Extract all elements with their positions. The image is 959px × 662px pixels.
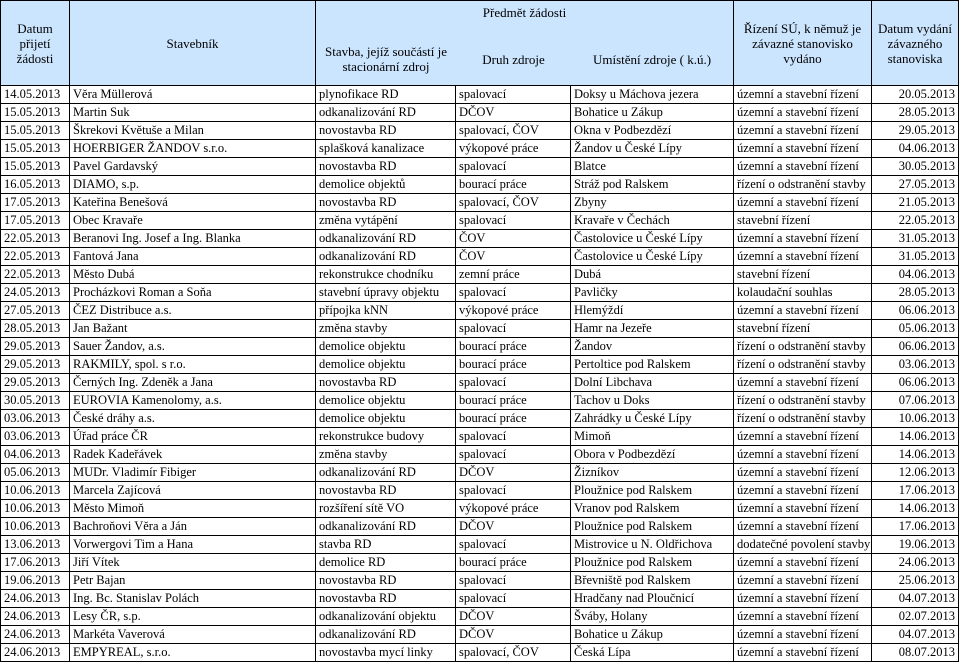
cell-building: novostavba RD [316,374,456,392]
cell-date-received: 29.05.2013 [1,338,70,356]
cell-date-issued: 06.06.2013 [872,374,959,392]
cell-date-issued: 22.05.2013 [872,212,959,230]
table-row [1,320,959,338]
cell-building: demolice objektu [316,410,456,428]
cell-building: novostavba RD [316,158,456,176]
cell-date-issued: 21.05.2013 [872,194,959,212]
cell-date-received: 22.05.2013 [1,248,70,266]
table-row [1,122,959,140]
cell-location: Bohatice u Zákup [571,104,734,122]
cell-date-received: 19.06.2013 [1,572,70,590]
cell-location: Česká Lípa [571,644,734,662]
cell-proceeding: řízení o odstranění stavby [734,176,872,194]
cell-building: změna stavby [316,446,456,464]
cell-date-received: 13.06.2013 [1,536,70,554]
cell-building: odkanalizování RD [316,518,456,536]
cell-applicant: HOERBIGER ŽANDOV s.r.o. [70,140,316,158]
cell-source-type: spalovací [456,482,571,500]
cell-applicant: Markéta Vaverová [70,626,316,644]
table-row [1,302,959,320]
table-row [1,158,959,176]
cell-date-issued: 08.07.2013 [872,644,959,662]
cell-proceeding: stavební řízení [734,266,872,284]
cell-source-type: DČOV [456,626,571,644]
table-row [1,356,959,374]
cell-source-type: spalovací [456,374,571,392]
cell-proceeding: územní a stavební řízení [734,230,872,248]
table-row [1,482,959,500]
cell-proceeding: územní a stavební řízení [734,644,872,662]
cell-applicant: Lesy ČR, s.p. [70,608,316,626]
cell-source-type: spalovací [456,320,571,338]
cell-source-type: spalovací [456,212,571,230]
cell-building: odkanalizování RD [316,104,456,122]
cell-location: Okna v Podbezdězí [571,122,734,140]
cell-proceeding: stavební řízení [734,212,872,230]
cell-location: Zbyny [571,194,734,212]
cell-location: Častolovice u České Lípy [571,248,734,266]
cell-date-issued: 12.06.2013 [872,464,959,482]
cell-date-issued: 28.05.2013 [872,284,959,302]
cell-location: Ploužnice pod Ralskem [571,518,734,536]
cell-proceeding: územní a stavební řízení [734,248,872,266]
table-header-row [1,1,959,86]
cell-source-type: DČOV [456,104,571,122]
cell-date-received: 10.06.2013 [1,482,70,500]
cell-source-type: výkopové práce [456,140,571,158]
cell-applicant: České dráhy a.s. [70,410,316,428]
cell-proceeding: územní a stavební řízení [734,374,872,392]
cell-applicant: Sauer Žandov, a.s. [70,338,316,356]
cell-location: Bohatice u Zákup [571,626,734,644]
cell-applicant: ČEZ Distribuce a.s. [70,302,316,320]
cell-applicant: MUDr. Vladimír Fibiger [70,464,316,482]
cell-date-issued: 27.05.2013 [872,176,959,194]
cell-proceeding: územní a stavební řízení [734,104,872,122]
cell-date-received: 28.05.2013 [1,320,70,338]
cell-building: rekonstrukce budovy [316,428,456,446]
table-row [1,572,959,590]
table-row [1,140,959,158]
cell-building: demolice objektů [316,176,456,194]
cell-location: Častolovice u České Lípy [571,230,734,248]
cell-location: Žizníkov [571,464,734,482]
table-row [1,518,959,536]
cell-building: novostavba RD [316,194,456,212]
cell-proceeding: územní a stavební řízení [734,140,872,158]
cell-source-type: DČOV [456,608,571,626]
cell-source-type: spalovací, ČOV [456,194,571,212]
cell-building: novostavba RD [316,122,456,140]
cell-date-issued: 28.05.2013 [872,104,959,122]
cell-date-issued: 31.05.2013 [872,230,959,248]
header-applicant: Stavebník [70,1,316,86]
cell-source-type: spalovací [456,446,571,464]
cell-building: přípojka kNN [316,302,456,320]
cell-source-type: ČOV [456,248,571,266]
cell-applicant: Petr Bajan [70,572,316,590]
table-row [1,464,959,482]
cell-source-type: spalovací [456,536,571,554]
cell-location: Žandov [571,338,734,356]
cell-building: odkanalizování RD [316,230,456,248]
table-row [1,644,959,662]
cell-location: Dolní Libchava [571,374,734,392]
cell-date-issued: 10.06.2013 [872,410,959,428]
table-row [1,230,959,248]
cell-date-received: 15.05.2013 [1,158,70,176]
cell-date-received: 24.06.2013 [1,644,70,662]
cell-location: Ploužnice pod Ralskem [571,482,734,500]
cell-building: plynofikace RD [316,86,456,104]
cell-date-received: 27.05.2013 [1,302,70,320]
header-location: Umístění zdroje ( k.ú.) [592,51,712,67]
cell-date-received: 15.05.2013 [1,122,70,140]
cell-applicant: Věra Müllerová [70,86,316,104]
header-subject-group [316,1,734,86]
cell-proceeding: územní a stavební řízení [734,572,872,590]
cell-applicant: Martin Suk [70,104,316,122]
cell-date-issued: 14.06.2013 [872,446,959,464]
cell-location: Vranov pod Ralskem [571,500,734,518]
table-row [1,284,959,302]
cell-source-type: bourací práce [456,392,571,410]
cell-proceeding: územní a stavební řízení [734,122,872,140]
cell-date-received: 17.05.2013 [1,194,70,212]
cell-building: odkanalizování objektu [316,608,456,626]
table-row [1,446,959,464]
cell-source-type: bourací práce [456,356,571,374]
cell-source-type: spalovací [456,86,571,104]
cell-location: Doksy u Máchova jezera [571,86,734,104]
header-subject: Předmět žádosti [482,5,567,20]
cell-applicant: EUROVIA Kamenolomy, a.s. [70,392,316,410]
cell-location: Dubá [571,266,734,284]
cell-building: demolice objektu [316,392,456,410]
cell-date-issued: 04.06.2013 [872,266,959,284]
cell-building: stavba RD [316,536,456,554]
cell-date-issued: 14.06.2013 [872,428,959,446]
cell-proceeding: kolaudační souhlas [734,284,872,302]
cell-date-issued: 02.07.2013 [872,608,959,626]
cell-location: Žandov u České Lípy [571,140,734,158]
cell-building: změna stavby [316,320,456,338]
cell-date-received: 10.06.2013 [1,518,70,536]
cell-applicant: Kateřina Benešová [70,194,316,212]
cell-location: Břevniště pod Ralskem [571,572,734,590]
cell-date-received: 24.05.2013 [1,284,70,302]
cell-proceeding: řízení o odstranění stavby [734,338,872,356]
cell-date-received: 14.05.2013 [1,86,70,104]
cell-date-issued: 06.06.2013 [872,302,959,320]
table-row [1,626,959,644]
cell-date-received: 04.06.2013 [1,446,70,464]
table-body [1,86,959,662]
cell-proceeding: územní a stavební řízení [734,428,872,446]
cell-location: Blatce [571,158,734,176]
cell-date-received: 05.06.2013 [1,464,70,482]
table-row [1,248,959,266]
cell-date-issued: 31.05.2013 [872,248,959,266]
cell-date-issued: 04.07.2013 [872,590,959,608]
table-row [1,428,959,446]
cell-building: odkanalizování RD [316,464,456,482]
cell-proceeding: řízení o odstranění stavby [734,392,872,410]
cell-proceeding: územní a stavební řízení [734,608,872,626]
cell-date-issued: 06.06.2013 [872,338,959,356]
cell-building: stavební úpravy objektu [316,284,456,302]
cell-date-issued: 05.06.2013 [872,320,959,338]
cell-applicant: Úřad práce ČR [70,428,316,446]
cell-applicant: Obec Kravaře [70,212,316,230]
cell-source-type: bourací práce [456,176,571,194]
header-date-issued: Datum vydání závazného stanoviska [872,1,959,86]
cell-source-type: spalovací [456,572,571,590]
cell-building: odkanalizování RD [316,626,456,644]
cell-location: Zahrádky u České Lípy [571,410,734,428]
table-row [1,374,959,392]
cell-source-type: spalovací, ČOV [456,644,571,662]
cell-location: Hradčany nad Ploučnicí [571,590,734,608]
cell-proceeding: územní a stavební řízení [734,446,872,464]
cell-proceeding: územní a stavební řízení [734,158,872,176]
cell-building: novostavba RD [316,482,456,500]
cell-date-received: 03.06.2013 [1,428,70,446]
cell-applicant: Beranovi Ing. Josef a Ing. Blanka [70,230,316,248]
cell-date-issued: 30.05.2013 [872,158,959,176]
cell-proceeding: stavební řízení [734,320,872,338]
cell-date-received: 15.05.2013 [1,104,70,122]
header-date-received: Datum přijetí žádosti [1,1,70,86]
cell-applicant: Radek Kadeřávek [70,446,316,464]
cell-date-issued: 07.06.2013 [872,392,959,410]
cell-date-received: 22.05.2013 [1,230,70,248]
table-row [1,608,959,626]
cell-proceeding: územní a stavební řízení [734,518,872,536]
cell-building: demolice objektu [316,338,456,356]
cell-date-issued: 04.06.2013 [872,140,959,158]
cell-proceeding: územní a stavební řízení [734,464,872,482]
cell-date-received: 15.05.2013 [1,140,70,158]
table-row [1,338,959,356]
cell-applicant: Město Dubá [70,266,316,284]
cell-location: Obora v Podbezdězí [571,446,734,464]
cell-date-received: 17.05.2013 [1,212,70,230]
header-building: Stavba, jejíž součástí je stacionární zdroj [324,44,448,74]
cell-proceeding: územní a stavební řízení [734,194,872,212]
cell-proceeding: dodatečné povolení stavby [734,536,872,554]
cell-applicant: Fantová Jana [70,248,316,266]
table-row [1,554,959,572]
cell-location: Pavličky [571,284,734,302]
cell-date-received: 24.06.2013 [1,608,70,626]
table-row [1,176,959,194]
cell-date-received: 29.05.2013 [1,374,70,392]
cell-proceeding: územní a stavební řízení [734,482,872,500]
cell-date-issued: 20.05.2013 [872,86,959,104]
cell-source-type: DČOV [456,464,571,482]
cell-location: Kravaře v Čechách [571,212,734,230]
cell-building: odkanalizování RD [316,248,456,266]
cell-date-issued: 17.06.2013 [872,482,959,500]
cell-proceeding: územní a stavební řízení [734,626,872,644]
cell-date-issued: 17.06.2013 [872,518,959,536]
cell-source-type: DČOV [456,518,571,536]
cell-location: Šváby, Holany [571,608,734,626]
cell-location: Pertoltice pod Ralskem [571,356,734,374]
cell-proceeding: řízení o odstranění stavby [734,356,872,374]
cell-source-type: výkopové práce [456,500,571,518]
cell-applicant: Procházkovi Roman a Soňa [70,284,316,302]
cell-location: Ploužnice pod Ralskem [571,554,734,572]
cell-date-received: 30.05.2013 [1,392,70,410]
cell-applicant: Bachroňovi Věra a Ján [70,518,316,536]
cell-date-issued: 14.06.2013 [872,500,959,518]
cell-date-issued: 24.06.2013 [872,554,959,572]
cell-source-type: spalovací [456,158,571,176]
cell-date-issued: 04.07.2013 [872,626,959,644]
table-row [1,410,959,428]
header-source-type: Druh zdroje [482,51,545,67]
cell-date-received: 29.05.2013 [1,356,70,374]
cell-applicant: Škrekovi Květuše a Milan [70,122,316,140]
cell-building: splašková kanalizace [316,140,456,158]
cell-applicant: Ing. Bc. Stanislav Polách [70,590,316,608]
table-row [1,86,959,104]
cell-applicant: DIAMO, s.p. [70,176,316,194]
cell-proceeding: územní a stavební řízení [734,86,872,104]
cell-applicant: EMPYREAL, s.r.o. [70,644,316,662]
cell-source-type: spalovací [456,428,571,446]
cell-date-issued: 25.06.2013 [872,572,959,590]
table-row [1,194,959,212]
cell-source-type: ČOV [456,230,571,248]
cell-applicant: Jan Bažant [70,320,316,338]
cell-proceeding: územní a stavební řízení [734,302,872,320]
table-row [1,536,959,554]
cell-date-received: 24.06.2013 [1,626,70,644]
cell-building: novostavba RD [316,572,456,590]
cell-applicant: Černých Ing. Zdeněk a Jana [70,374,316,392]
cell-building: demolice objektu [316,356,456,374]
table-row [1,212,959,230]
cell-source-type: spalovací [456,590,571,608]
cell-source-type: zemní práce [456,266,571,284]
table-row [1,392,959,410]
cell-location: Mistrovice u N. Oldřichova [571,536,734,554]
cell-source-type: bourací práce [456,410,571,428]
cell-source-type: spalovací, ČOV [456,122,571,140]
cell-applicant: Město Mimoň [70,500,316,518]
cell-location: Stráž pod Ralskem [571,176,734,194]
cell-date-received: 17.06.2013 [1,554,70,572]
cell-date-received: 22.05.2013 [1,266,70,284]
cell-date-received: 03.06.2013 [1,410,70,428]
cell-date-issued: 19.06.2013 [872,536,959,554]
cell-source-type: bourací práce [456,554,571,572]
cell-building: rozšíření sítě VO [316,500,456,518]
cell-building: novostavba RD [316,590,456,608]
cell-proceeding: územní a stavební řízení [734,554,872,572]
table-row [1,104,959,122]
header-proceeding: Řízení SÚ, k němuž je závazné stanovisko vydáno [734,1,872,86]
cell-applicant: Pavel Gardavský [70,158,316,176]
cell-building: rekonstrukce chodníku [316,266,456,284]
cell-applicant: Jiří Vítek [70,554,316,572]
cell-date-received: 10.06.2013 [1,500,70,518]
table-row [1,500,959,518]
cell-source-type: spalovací [456,284,571,302]
cell-source-type: výkopové práce [456,302,571,320]
cell-date-received: 16.05.2013 [1,176,70,194]
table-row [1,590,959,608]
cell-location: Mimoň [571,428,734,446]
cell-date-received: 24.06.2013 [1,590,70,608]
cell-location: Tachov u Doks [571,392,734,410]
cell-applicant: RAKMILY, spol. s r.o. [70,356,316,374]
cell-source-type: bourací práce [456,338,571,356]
cell-location: Hlemýždí [571,302,734,320]
cell-building: změna vytápění [316,212,456,230]
cell-location: Hamr na Jezeře [571,320,734,338]
cell-date-issued: 29.05.2013 [872,122,959,140]
cell-proceeding: řízení o odstranění stavby [734,410,872,428]
cell-building: novostavba mycí linky [316,644,456,662]
cell-date-issued: 03.06.2013 [872,356,959,374]
table-row [1,266,959,284]
cell-proceeding: územní a stavební řízení [734,500,872,518]
cell-applicant: Marcela Zajícová [70,482,316,500]
cell-applicant: Vorwergovi Tim a Hana [70,536,316,554]
cell-building: demolice RD [316,554,456,572]
cell-proceeding: územní a stavební řízení [734,590,872,608]
